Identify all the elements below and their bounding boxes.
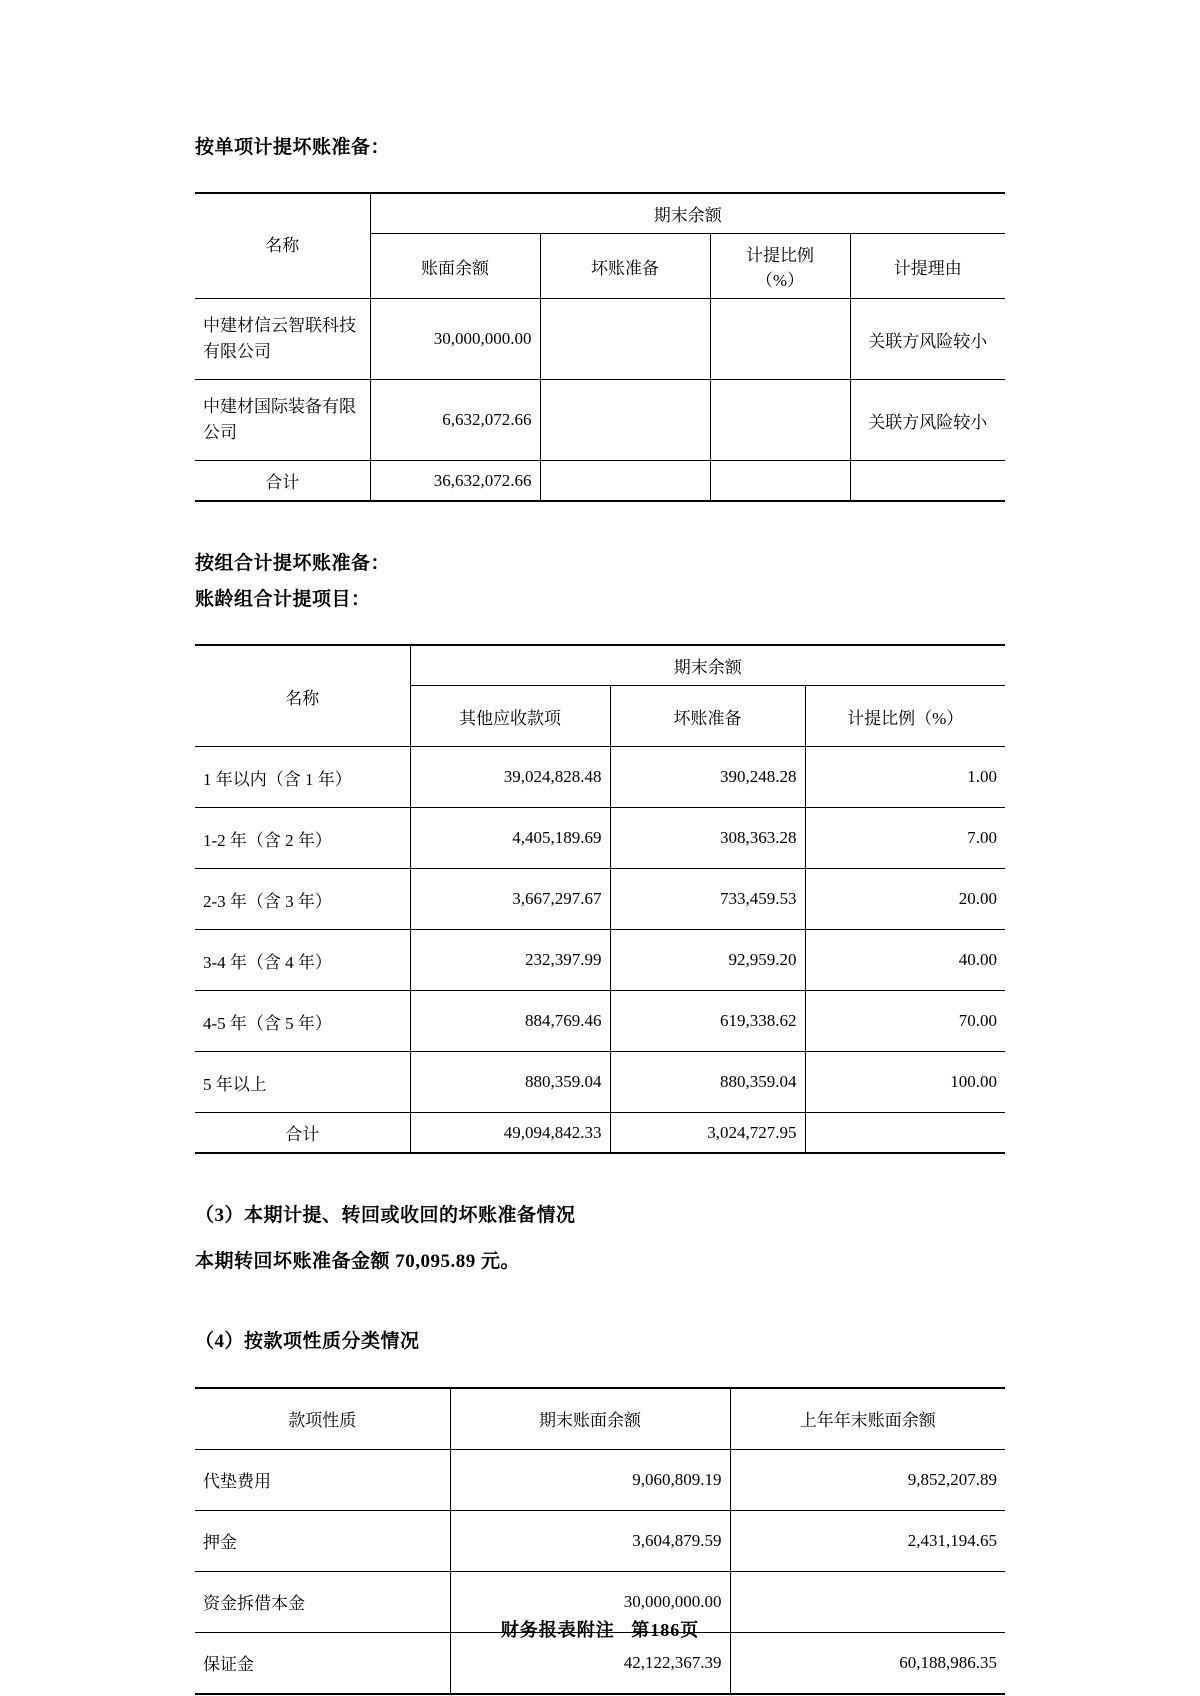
- th-ratio-unit: （%）: [755, 271, 805, 291]
- cell-other-receivable: 4,405,189.69: [410, 808, 610, 869]
- cell-bad-debt: [540, 380, 710, 461]
- th-ratio: 计提比例（%）: [805, 686, 1005, 747]
- cell-last-year-balance: 60,188,986.35: [730, 1632, 1005, 1694]
- cell-total-bad-debt: [540, 461, 710, 502]
- cell-nature: 代垫费用: [195, 1449, 450, 1510]
- cell-end-balance: 3,604,879.59: [450, 1510, 730, 1571]
- cell-total-other-receivable: 49,094,842.33: [410, 1113, 610, 1154]
- cell-book-balance: 30,000,000.00: [370, 299, 540, 380]
- table-row: [195, 930, 1005, 991]
- cell-bad-debt: 619,338.62: [610, 991, 805, 1052]
- table-row: [195, 1449, 1005, 1510]
- th-ratio: [710, 234, 850, 299]
- cell-total-book-balance: 36,632,072.66: [370, 461, 540, 502]
- table-row: [195, 747, 1005, 808]
- cell-total-ratio: [710, 461, 850, 502]
- table-row: [195, 808, 1005, 869]
- th-end-balance: 期末账面余额: [450, 1388, 730, 1450]
- th-other-receivable: 其他应收款项: [410, 686, 610, 747]
- cell-name: 中建材国际装备有限公司: [195, 380, 370, 461]
- cell-total-label: 合计: [195, 1113, 410, 1154]
- section-heading-3: 账龄组合计提项目：: [195, 589, 371, 611]
- table-row: [195, 299, 1005, 380]
- footer-page-number: 186: [650, 1620, 681, 1640]
- cell-reason: 关联方风险较小: [850, 380, 1005, 461]
- cell-bad-debt: 733,459.53: [610, 869, 805, 930]
- cell-other-receivable: 39,024,828.48: [410, 747, 610, 808]
- cell-aging: 1-2 年（含 2 年）: [195, 808, 410, 869]
- table-row: [195, 869, 1005, 930]
- th-last-year-balance: 上年年末账面余额: [730, 1388, 1005, 1450]
- section-paragraph-4: 本期转回坏账准备金额 70,095.89 元。: [195, 1251, 521, 1273]
- footer-page-suffix: 页: [680, 1620, 700, 1640]
- cell-ratio: [710, 380, 850, 461]
- table-row: [195, 991, 1005, 1052]
- cell-aging: 5 年以上: [195, 1052, 410, 1113]
- cell-book-balance: 6,632,072.66: [370, 380, 540, 461]
- cell-end-balance: 30,000,000.00: [450, 1571, 730, 1632]
- cell-bad-debt: 308,363.28: [610, 808, 805, 869]
- cell-last-year-balance: 2,431,194.65: [730, 1510, 1005, 1571]
- cell-other-receivable: 232,397.99: [410, 930, 610, 991]
- cell-ratio: 20.00: [805, 869, 1005, 930]
- cell-ratio: [710, 299, 850, 380]
- cell-nature: 押金: [195, 1510, 450, 1571]
- page-footer: [0, 1616, 1200, 1642]
- table-row: [195, 1052, 1005, 1113]
- th-book-balance: 账面余额: [370, 234, 540, 299]
- table-row: [195, 1510, 1005, 1571]
- cell-aging: 2-3 年（含 3 年）: [195, 869, 410, 930]
- cell-total-ratio: [805, 1113, 1005, 1154]
- cell-other-receivable: 880,359.04: [410, 1052, 610, 1113]
- cell-nature: 保证金: [195, 1632, 450, 1694]
- table-row: [195, 380, 1005, 461]
- cell-aging: 3-4 年（含 4 年）: [195, 930, 410, 991]
- table-total-row: [195, 1113, 1005, 1154]
- th-bad-debt: 坏账准备: [610, 686, 805, 747]
- cell-name: 中建材信云智联科技有限公司: [195, 299, 370, 380]
- th-reason: 计提理由: [850, 234, 1005, 299]
- section-heading-5: （4）按款项性质分类情况: [195, 1331, 420, 1353]
- section-heading-4: （3）本期计提、转回或收回的坏账准备情况: [195, 1205, 576, 1227]
- footer-page-prefix: 第: [631, 1620, 651, 1640]
- section-heading-2: 按组合计提坏账准备：: [195, 553, 391, 575]
- th-bad-debt: 坏账准备: [540, 234, 710, 299]
- footer-label: 财务报表附注: [500, 1620, 615, 1640]
- cell-other-receivable: 3,667,297.67: [410, 869, 610, 930]
- cell-nature: 资金拆借本金: [195, 1571, 450, 1632]
- cell-ratio: 7.00: [805, 808, 1005, 869]
- cell-bad-debt: [540, 299, 710, 380]
- section-heading-1: 按单项计提坏账准备：: [195, 137, 391, 158]
- aging-group-table: [195, 644, 1005, 1154]
- cell-ratio: 70.00: [805, 991, 1005, 1052]
- cell-reason: 关联方风险较小: [850, 299, 1005, 380]
- cell-total-bad-debt: 3,024,727.95: [610, 1113, 805, 1154]
- cell-bad-debt: 880,359.04: [610, 1052, 805, 1113]
- th-group-period-end: 期末余额: [370, 193, 1005, 234]
- individual-bad-debt-table: [195, 192, 1005, 502]
- cell-ratio: 100.00: [805, 1052, 1005, 1113]
- cell-other-receivable: 884,769.46: [410, 991, 610, 1052]
- table-total-row: [195, 461, 1005, 502]
- cell-aging: 1 年以内（含 1 年）: [195, 747, 410, 808]
- th-nature: 款项性质: [195, 1388, 450, 1450]
- cell-ratio: 40.00: [805, 930, 1005, 991]
- cell-total-label: 合计: [195, 461, 370, 502]
- cell-aging: 4-5 年（含 5 年）: [195, 991, 410, 1052]
- cell-bad-debt: 92,959.20: [610, 930, 805, 991]
- cell-total-reason: [850, 461, 1005, 502]
- th-group-period-end: 期末余额: [410, 645, 1005, 686]
- cell-bad-debt: 390,248.28: [610, 747, 805, 808]
- cell-end-balance: 9,060,809.19: [450, 1449, 730, 1510]
- cell-ratio: 1.00: [805, 747, 1005, 808]
- th-ratio-label: 计提比例: [746, 246, 814, 266]
- cell-last-year-balance: 9,852,207.89: [730, 1449, 1005, 1510]
- th-name: 名称: [195, 645, 410, 747]
- th-name: 名称: [195, 193, 370, 299]
- cell-end-balance: 42,122,367.39: [450, 1632, 730, 1694]
- nature-classification-table: [195, 1387, 1005, 1695]
